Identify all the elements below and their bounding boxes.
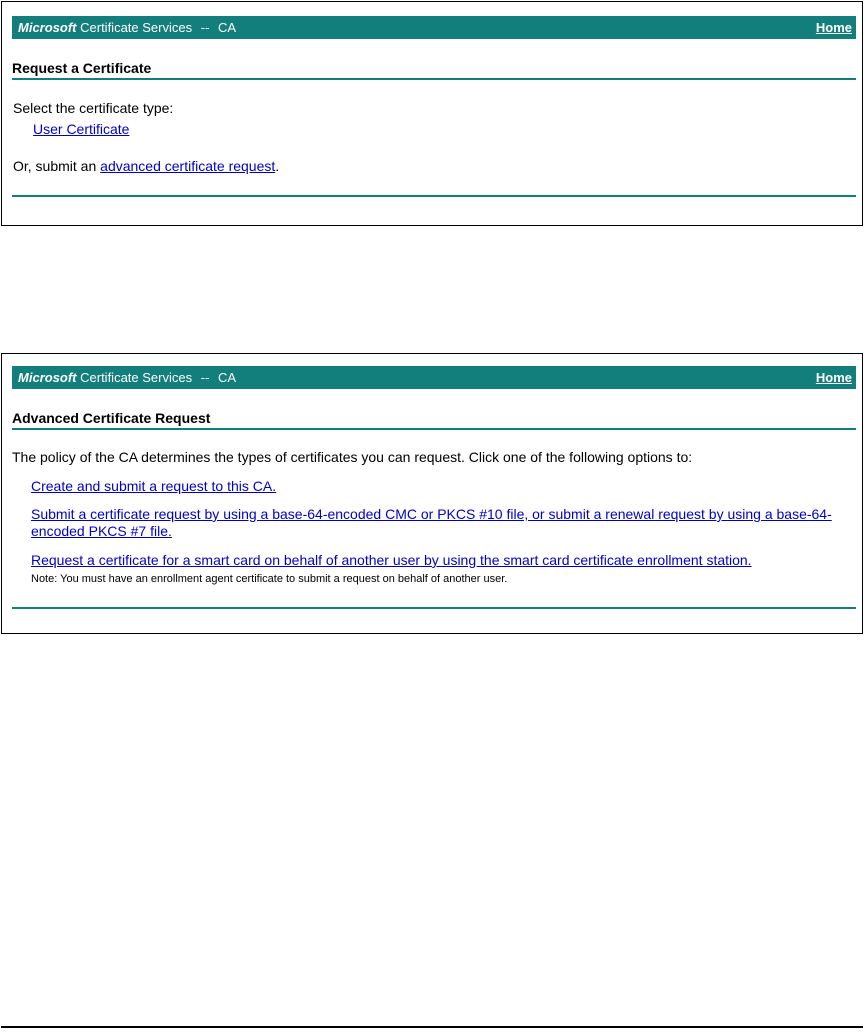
create-submit-request-link[interactable]: Create and submit a request to this CA.: [31, 478, 277, 494]
certificate-type-prompt: Select the certificate type:: [13, 100, 174, 116]
policy-intro-text: The policy of the CA determines the types of certificates you can request. Click one of the following options to:: [12, 449, 693, 465]
brand-name: Microsoft: [18, 20, 77, 35]
user-certificate-item: [33, 121, 129, 138]
user-certificate-link[interactable]: User Certificate: [33, 121, 130, 137]
header-banner: [12, 16, 856, 39]
or-submit-period: .: [275, 158, 280, 174]
option-item: [31, 506, 861, 540]
footer-divider: [12, 607, 856, 609]
option-item: [31, 478, 276, 495]
footer-divider: [12, 195, 856, 197]
title-divider: [12, 78, 856, 80]
brand-name: Microsoft: [18, 370, 77, 385]
home-link[interactable]: Home: [815, 20, 852, 35]
request-certificate-window: [1, 1, 863, 226]
or-submit-text: Or, submit an: [13, 158, 101, 174]
advanced-certificate-request-link[interactable]: advanced certificate request: [100, 158, 276, 174]
ca-name: CA: [218, 370, 237, 385]
submit-base64-request-link[interactable]: Submit a certificate request by using a base-64-encoded CMC or PKCS #10 file, or submit a renewal request by using a base-64-encoded PKCS #7 file.: [31, 506, 832, 539]
page-title: Request a Certificate: [12, 60, 152, 76]
option-item: [31, 552, 752, 569]
ca-name: CA: [218, 20, 237, 35]
title-divider: [12, 428, 856, 430]
header-banner: [12, 366, 856, 389]
smart-card-enrollment-link[interactable]: Request a certificate for a smart card on behalf of another user by using the smart card certificate enrollment station.: [31, 552, 752, 568]
enrollment-agent-note: Note: You must have an enrollment agent certificate to submit a request on behalf of another user.: [31, 573, 508, 585]
home-link[interactable]: Home: [815, 370, 852, 385]
service-name: Certificate Services: [80, 20, 193, 35]
banner-separator: --: [200, 370, 210, 385]
advanced-certificate-request-window: [1, 353, 863, 634]
page-bottom-rule: [1, 1026, 863, 1028]
advanced-request-line: [13, 158, 279, 175]
service-name: Certificate Services: [80, 370, 193, 385]
banner-separator: --: [200, 20, 210, 35]
page-title: Advanced Certificate Request: [12, 410, 211, 426]
